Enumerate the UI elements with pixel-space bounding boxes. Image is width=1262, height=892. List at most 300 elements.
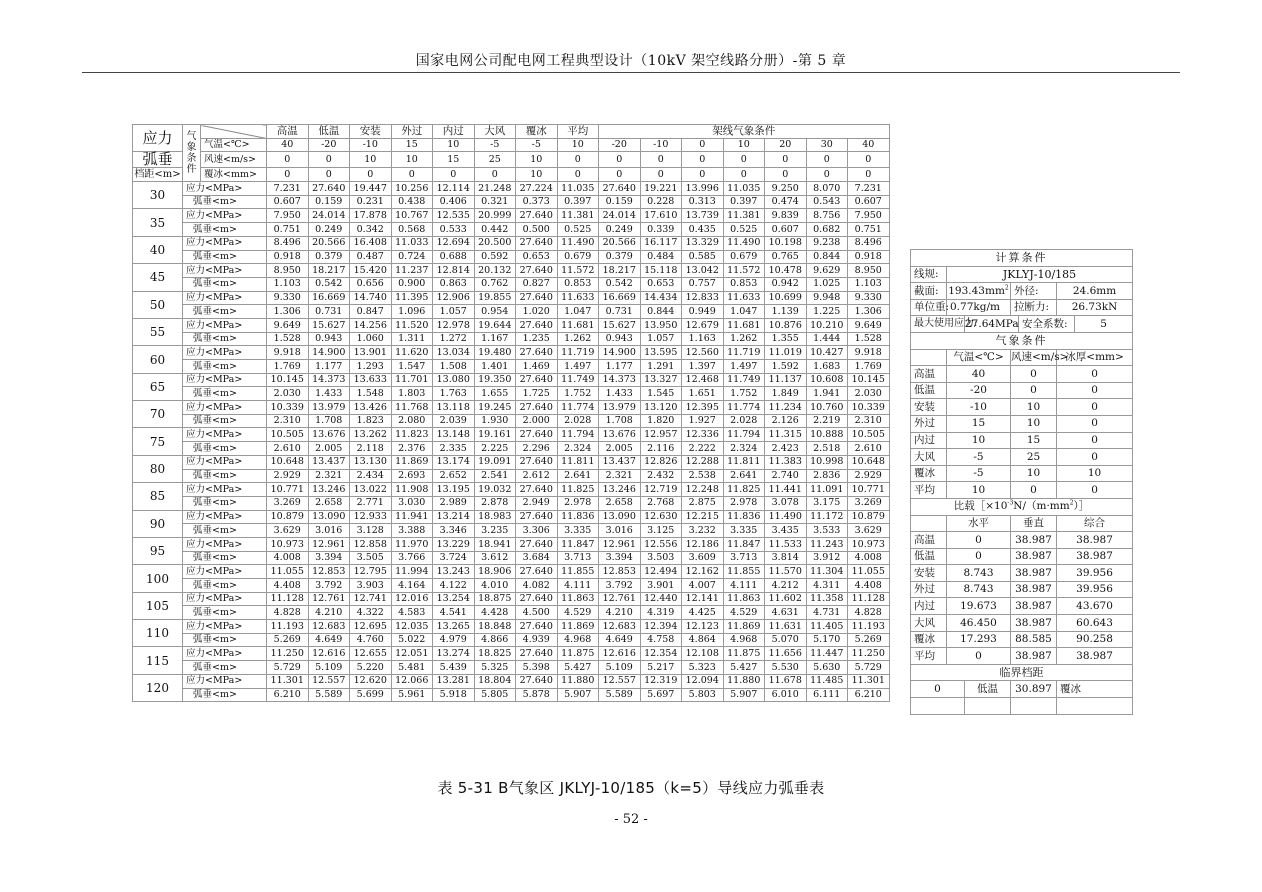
span-value: 65 (133, 373, 183, 400)
stress-value: 10.608 (806, 373, 848, 387)
stress-value: 12.336 (682, 428, 724, 442)
sag-value: 4.311 (806, 579, 848, 593)
sag-value: 4.111 (557, 579, 599, 593)
sag-value: 3.505 (350, 551, 392, 565)
stress-value: 8.950 (848, 264, 890, 278)
sag-value: 2.693 (391, 469, 433, 483)
sag-value: 0.863 (433, 277, 475, 291)
sag-value: 5.697 (640, 688, 682, 702)
sag-value: 1.163 (682, 332, 724, 346)
load-row (911, 631, 1133, 648)
sag-value: 1.057 (640, 332, 682, 346)
stress-value: 11.490 (723, 236, 765, 250)
stress-value: 12.035 (391, 620, 433, 634)
stress-value: 14.434 (640, 291, 682, 305)
stress-value: 12.694 (433, 236, 475, 250)
stress-label: 应力<MPa> (183, 483, 267, 497)
sag-value: 3.435 (765, 524, 807, 538)
stress-value: 10.771 (267, 483, 309, 497)
stress-value: 13.148 (433, 428, 475, 442)
sag-value: 2.310 (267, 414, 309, 428)
table-row (133, 633, 890, 647)
stress-value: 11.237 (391, 264, 433, 278)
sag-value: 0.321 (474, 195, 516, 209)
sag-value: 0.731 (599, 305, 641, 319)
stress-value: 11.836 (557, 510, 599, 524)
stress-value: 11.880 (723, 674, 765, 688)
stress-value: 20.999 (474, 209, 516, 223)
stress-value: 16.408 (350, 236, 392, 250)
stress-value: 11.825 (723, 483, 765, 497)
stress-value: 13.265 (433, 620, 475, 634)
sag-value: 3.016 (599, 524, 641, 538)
stress-value: 9.839 (765, 209, 807, 223)
stress-value: 18.906 (474, 565, 516, 579)
condition-header: 安装 (350, 125, 392, 139)
calc-conditions-title: 计算条件 (911, 250, 1133, 267)
load-row (911, 615, 1133, 632)
param-value: 0 (723, 152, 765, 168)
sag-value: 0.339 (640, 223, 682, 237)
table-row (133, 592, 890, 606)
stress-value: 17.878 (350, 209, 392, 223)
stress-value: 7.231 (848, 182, 890, 196)
sag-value: 3.684 (516, 551, 558, 565)
span-value: 105 (133, 592, 183, 619)
sag-value: 0.900 (391, 277, 433, 291)
stress-label: 应力<MPa> (183, 537, 267, 551)
stress-value: 12.108 (682, 647, 724, 661)
sag-value: 0.435 (682, 223, 724, 237)
condition-header: 低温 (308, 125, 350, 139)
sag-value: 3.724 (433, 551, 475, 565)
sag-value: 0.757 (682, 277, 724, 291)
critical-span-condition: 覆冰 (1057, 681, 1133, 698)
stress-value: 11.358 (806, 592, 848, 606)
param-value: 40 (848, 138, 890, 152)
sag-label: 弧垂<m> (183, 688, 267, 702)
conductor-value: JKLYJ-10/185 (947, 266, 1133, 283)
stress-value: 11.774 (723, 401, 765, 415)
stress-value: 11.395 (391, 291, 433, 305)
sag-value: 0.313 (682, 195, 724, 209)
stress-value: 12.354 (640, 647, 682, 661)
sag-value: 1.057 (433, 305, 475, 319)
sag-value: 4.210 (599, 606, 641, 620)
sag-value: 0.397 (723, 195, 765, 209)
param-value: 30 (806, 138, 848, 152)
stress-value: 27.640 (516, 537, 558, 551)
stress-value: 11.863 (557, 592, 599, 606)
weather-condition-name: 外过 (911, 415, 947, 432)
sag-value: 1.433 (308, 387, 350, 401)
stress-value: 27.640 (516, 428, 558, 442)
sag-value: 4.082 (516, 579, 558, 593)
sag-value: 5.109 (599, 661, 641, 675)
sag-value: 6.210 (267, 688, 309, 702)
weather-row (911, 432, 1133, 449)
load-condition-name: 大风 (911, 615, 947, 632)
sag-value: 2.225 (474, 442, 516, 456)
load-value: 46.450 (947, 615, 1011, 632)
sag-value: 0.918 (848, 250, 890, 264)
sag-value: 3.335 (557, 524, 599, 538)
stress-value: 27.640 (516, 592, 558, 606)
sag-value: 3.609 (682, 551, 724, 565)
stress-value: 19.161 (474, 428, 516, 442)
sag-value: 4.828 (267, 606, 309, 620)
stress-value: 11.869 (723, 620, 765, 634)
sag-value: 0.762 (474, 277, 516, 291)
sag-label: 弧垂<m> (183, 633, 267, 647)
sag-value: 5.961 (391, 688, 433, 702)
span-value: 75 (133, 428, 183, 455)
stress-value: 27.640 (516, 401, 558, 415)
sag-value: 0.231 (350, 195, 392, 209)
sag-value: 4.731 (806, 606, 848, 620)
sag-value: 4.760 (350, 633, 392, 647)
stress-value: 12.683 (599, 620, 641, 634)
stress-value: 13.090 (308, 510, 350, 524)
param-label: 覆冰<mm> (201, 168, 267, 182)
stress-value: 11.381 (723, 209, 765, 223)
load-condition-name: 内过 (911, 598, 947, 615)
table-row (133, 236, 890, 250)
sag-value: 2.028 (557, 414, 599, 428)
stress-value: 10.879 (267, 510, 309, 524)
stress-value: 12.616 (308, 647, 350, 661)
sag-value: 0.585 (682, 250, 724, 264)
param-value: 0 (350, 168, 392, 182)
sag-value: 3.232 (682, 524, 724, 538)
span-value: 115 (133, 647, 183, 674)
sag-value: 1.528 (848, 332, 890, 346)
stress-label: 应力<MPa> (183, 318, 267, 332)
weather-value: 10 (1011, 415, 1057, 432)
stress-value: 18.217 (308, 264, 350, 278)
param-value: 0 (474, 168, 516, 182)
stress-value: 12.560 (682, 346, 724, 360)
page-number: - 52 - (614, 812, 648, 827)
sag-value: 4.408 (848, 579, 890, 593)
stress-label: 应力<MPa> (183, 291, 267, 305)
sag-value: 1.235 (516, 332, 558, 346)
sag-value: 3.030 (391, 496, 433, 510)
stress-value: 12.394 (640, 620, 682, 634)
sag-value: 1.497 (723, 360, 765, 374)
sag-value: 4.425 (682, 606, 724, 620)
stress-value: 11.572 (557, 264, 599, 278)
stress-value: 13.327 (640, 373, 682, 387)
load-row (911, 532, 1133, 549)
span-value: 120 (133, 674, 183, 701)
stress-value: 10.505 (267, 428, 309, 442)
stress-value: 11.570 (765, 565, 807, 579)
sag-value: 0.484 (640, 250, 682, 264)
stress-value: 12.978 (433, 318, 475, 332)
param-label: 气温<℃> (201, 138, 267, 152)
param-value: 0 (640, 152, 682, 168)
sag-value: 5.022 (391, 633, 433, 647)
stress-value: 9.330 (267, 291, 309, 305)
stress-value: 11.620 (391, 346, 433, 360)
stress-value: 12.114 (433, 182, 475, 196)
load-header: 综合 (1057, 515, 1133, 532)
load-value: 8.743 (947, 581, 1011, 598)
table-row (133, 579, 890, 593)
sag-label: 弧垂<m> (183, 387, 267, 401)
weather-row (911, 366, 1133, 383)
sag-value: 3.814 (765, 551, 807, 565)
sag-value: 0.844 (806, 250, 848, 264)
specific-load-title: 比载$[\times 10^{-3}N/(m\cdot mm^2)]$ (911, 498, 1133, 515)
span-value: 70 (133, 401, 183, 428)
sag-value: 0.731 (308, 305, 350, 319)
weather-condition-name: 覆冰 (911, 465, 947, 482)
condition-header: 覆冰 (516, 125, 558, 139)
stress-value: 27.640 (516, 318, 558, 332)
sag-value: 1.262 (723, 332, 765, 346)
sag-value: 2.005 (308, 442, 350, 456)
stress-value: 8.950 (267, 264, 309, 278)
weather-row (911, 465, 1133, 482)
stress-value: 19.221 (640, 182, 682, 196)
sag-corner-label: 弧垂 (133, 152, 183, 168)
area-label: 截面: (911, 283, 947, 300)
weather-condition-name: 安装 (911, 399, 947, 416)
sag-value: 2.768 (640, 496, 682, 510)
param-value: 0 (848, 168, 890, 182)
sag-value: 1.096 (391, 305, 433, 319)
sag-value: 2.296 (516, 442, 558, 456)
stress-value: 12.620 (350, 674, 392, 688)
stress-value: 20.566 (599, 236, 641, 250)
table-row (133, 674, 890, 688)
sag-value: 0.688 (433, 250, 475, 264)
sag-value: 3.713 (557, 551, 599, 565)
weather-conditions-title: 气象条件 (911, 332, 1133, 349)
sag-value: 4.111 (723, 579, 765, 593)
sag-value: 4.122 (433, 579, 475, 593)
sag-value: 2.335 (433, 442, 475, 456)
sag-value: 2.321 (599, 469, 641, 483)
stress-value: 11.383 (765, 455, 807, 469)
stress-value: 9.649 (267, 318, 309, 332)
stress-label: 应力<MPa> (183, 510, 267, 524)
sag-value: 3.713 (723, 551, 765, 565)
stress-label: 应力<MPa> (183, 401, 267, 415)
sag-value: 2.610 (267, 442, 309, 456)
span-value: 45 (133, 264, 183, 291)
sag-value: 0.487 (350, 250, 392, 264)
stress-value: 11.091 (806, 483, 848, 497)
stress-value: 12.833 (682, 291, 724, 305)
stress-value: 10.973 (267, 537, 309, 551)
stress-value: 18.804 (474, 674, 516, 688)
param-value: -5 (516, 138, 558, 152)
table-row (133, 496, 890, 510)
load-condition-name: 覆冰 (911, 631, 947, 648)
stress-value: 11.994 (391, 565, 433, 579)
stress-value: 11.678 (765, 674, 807, 688)
sag-label: 弧垂<m> (183, 606, 267, 620)
sag-value: 3.612 (474, 551, 516, 565)
param-value: 0 (765, 152, 807, 168)
safety-factor-label: 安全系数: (1019, 316, 1075, 333)
weather-value: 0 (1057, 382, 1133, 399)
sag-value: 3.128 (350, 524, 392, 538)
sag-value: 1.548 (350, 387, 392, 401)
param-value: 15 (433, 152, 475, 168)
stress-value: 27.640 (516, 209, 558, 223)
stress-value: 11.485 (806, 674, 848, 688)
sag-value: 2.836 (806, 469, 848, 483)
span-column-label: 档距<m> (134, 168, 181, 180)
param-value: -20 (599, 138, 641, 152)
diameter-value: 24.6mm (1057, 283, 1133, 300)
stress-value: 20.500 (474, 236, 516, 250)
stress-value: 11.520 (391, 318, 433, 332)
sag-value: 0.542 (599, 277, 641, 291)
sag-value: 2.126 (765, 414, 807, 428)
stress-value: 11.304 (806, 565, 848, 579)
sag-value: 2.929 (848, 469, 890, 483)
table-row (133, 551, 890, 565)
sag-value: 0.679 (557, 250, 599, 264)
weather-value: 0 (1057, 415, 1133, 432)
sag-value: 0.474 (765, 195, 807, 209)
sag-value: 1.177 (599, 360, 641, 374)
sag-value: 5.220 (350, 661, 392, 675)
span-value: 90 (133, 510, 183, 537)
stress-value: 18.983 (474, 510, 516, 524)
stress-value: 18.941 (474, 537, 516, 551)
stress-label: 应力<MPa> (183, 373, 267, 387)
stress-value: 11.681 (723, 318, 765, 332)
table-row (133, 524, 890, 538)
stress-value: 13.979 (308, 401, 350, 415)
stress-value: 11.880 (557, 674, 599, 688)
weather-value: 25 (1011, 449, 1057, 466)
load-value: 38.987 (1011, 548, 1057, 565)
load-condition-name: 平均 (911, 648, 947, 665)
stress-value: 11.681 (557, 318, 599, 332)
stress-label: 应力<MPa> (183, 592, 267, 606)
sag-value: 2.376 (391, 442, 433, 456)
stress-value: 18.825 (474, 647, 516, 661)
load-value: 60.643 (1057, 615, 1133, 632)
stress-value: 12.319 (640, 674, 682, 688)
stress-value: 11.811 (723, 455, 765, 469)
empty-cell (1057, 698, 1133, 715)
sag-value: 0.500 (516, 223, 558, 237)
sag-value: 3.235 (474, 524, 516, 538)
stress-label: 应力<MPa> (183, 455, 267, 469)
stress-value: 27.640 (516, 565, 558, 579)
sag-value: 1.769 (267, 360, 309, 374)
breaking-force-label: 拉断力: (1011, 299, 1057, 316)
stress-value: 11.405 (806, 620, 848, 634)
stress-value: 27.640 (516, 346, 558, 360)
table-row (133, 346, 890, 360)
stress-value: 12.494 (640, 565, 682, 579)
stress-value: 27.640 (516, 373, 558, 387)
stress-value: 9.330 (848, 291, 890, 305)
sag-value: 1.103 (848, 277, 890, 291)
stress-value: 12.655 (350, 647, 392, 661)
stress-value: 11.572 (723, 264, 765, 278)
load-value: 38.987 (1011, 598, 1057, 615)
param-value: 20 (765, 138, 807, 152)
stress-label: 应力<MPa> (183, 428, 267, 442)
stress-value: 12.440 (640, 592, 682, 606)
stress-value: 27.640 (516, 647, 558, 661)
sag-value: 3.394 (599, 551, 641, 565)
stress-value: 10.648 (848, 455, 890, 469)
table-row (133, 455, 890, 469)
sag-value: 5.398 (516, 661, 558, 675)
param-value: 0 (640, 168, 682, 182)
sag-value: 0.159 (308, 195, 350, 209)
table-row (133, 250, 890, 264)
stress-value: 16.669 (308, 291, 350, 305)
condition-header: 大风 (474, 125, 516, 139)
table-row (133, 442, 890, 456)
load-row (911, 581, 1133, 598)
sag-value: 1.941 (806, 387, 848, 401)
stress-value: 11.035 (723, 182, 765, 196)
span-value: 80 (133, 455, 183, 482)
param-value: 0 (267, 168, 309, 182)
stress-value: 21.248 (474, 182, 516, 196)
stress-value: 27.640 (599, 182, 641, 196)
param-value: 0 (267, 152, 309, 168)
sag-value: 4.583 (391, 606, 433, 620)
load-value: 38.987 (1011, 532, 1057, 549)
sag-value: 3.016 (308, 524, 350, 538)
sag-value: 5.918 (433, 688, 475, 702)
sag-value: 1.469 (516, 360, 558, 374)
sag-value: 1.397 (682, 360, 724, 374)
sag-value: 5.427 (557, 661, 599, 675)
table-row (133, 647, 890, 661)
sag-value: 1.708 (308, 414, 350, 428)
sag-value: 1.497 (557, 360, 599, 374)
stress-value: 12.215 (682, 510, 724, 524)
stress-value: 12.853 (599, 565, 641, 579)
sag-value: 2.652 (433, 469, 475, 483)
weather-condition-name: 大风 (911, 449, 947, 466)
stress-value: 11.035 (557, 182, 599, 196)
stress-value: 11.869 (557, 620, 599, 634)
sag-value: 3.346 (433, 524, 475, 538)
stress-value: 10.145 (848, 373, 890, 387)
sag-label: 弧垂<m> (183, 195, 267, 209)
stress-value: 14.256 (350, 318, 392, 332)
sag-value: 0.751 (267, 223, 309, 237)
sag-value: 0.853 (723, 277, 765, 291)
load-header-blank (911, 515, 947, 532)
sag-value: 4.408 (267, 579, 309, 593)
stress-value: 11.055 (267, 565, 309, 579)
condition-header: 外过 (391, 125, 433, 139)
sag-value: 0.943 (599, 332, 641, 346)
stress-value: 8.496 (267, 236, 309, 250)
sag-value: 4.649 (308, 633, 350, 647)
diameter-label: 外径: (1011, 283, 1057, 300)
stress-value: 19.091 (474, 455, 516, 469)
weather-row (911, 399, 1133, 416)
